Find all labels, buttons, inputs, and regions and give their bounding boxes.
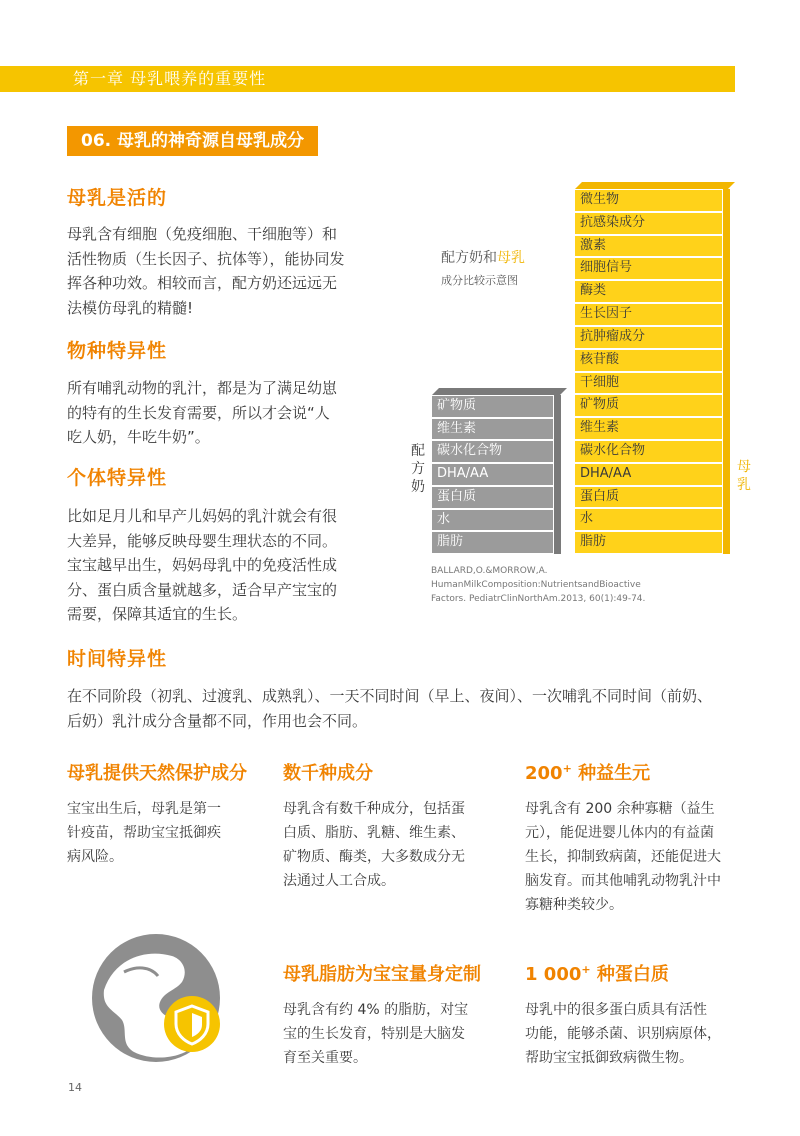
text-line: 吃人奶，牛吃牛奶”。: [67, 428, 210, 446]
formula-vertical-label: [411, 442, 427, 496]
formula-stack: [431, 395, 554, 554]
reference-line: BALLARD,O.&MORROW,A. HumanMilkComposition:NutrientsandBioactive: [431, 566, 641, 590]
chapter-title: 第一章 母乳喂养的重要性: [73, 69, 267, 88]
paragraph-living-milk: [67, 222, 387, 320]
chart-cell: 维生素: [574, 417, 723, 440]
text-line: 母乳含有细胞（免疫细胞、干细胞等）和: [67, 225, 338, 243]
chart-cell: 水: [574, 508, 723, 531]
paragraph-time-specific: [67, 684, 747, 733]
chart-cell: 干细胞: [574, 372, 723, 395]
feature-heading-proteins: [525, 960, 669, 986]
text-line: 母乳含有约 4% 的脂肪，对宝: [283, 1002, 469, 1018]
text-line: 元），能促进婴儿体内的有益菌: [525, 825, 714, 841]
chart-cell: 矿物质: [431, 395, 554, 418]
text-line: 宝宝越早出生，妈妈母乳中的免疫活性成: [67, 556, 338, 574]
text-line: 功能，能够杀菌、识别病原体，: [525, 1026, 721, 1042]
chart-cell: 脂肪: [574, 531, 723, 554]
heading-time-specific: 时间特异性: [67, 648, 168, 670]
chart-caption-highlight: 母乳: [497, 250, 525, 266]
text-line: 脑发育。而其他哺乳动物乳汁中: [525, 873, 721, 889]
text-line: 法模仿母乳的精髓!: [67, 298, 194, 317]
chart-subcaption: 成分比较示意图: [441, 274, 518, 287]
text-line: 母乳含有 200 余种寡糖（益生: [525, 801, 715, 817]
chart-cell: 抗感染成分: [574, 212, 723, 235]
chart-cell: DHA/AA: [431, 463, 554, 486]
chart-cell: 碳水化合物: [431, 440, 554, 463]
chart-cell: 抗肿瘤成分: [574, 326, 723, 349]
feature-heading-prebiotics: [525, 759, 650, 785]
text-line: 病风险。: [67, 849, 123, 865]
page-number: 14: [68, 1081, 82, 1094]
chart-cell: 矿物质: [574, 394, 723, 417]
feature-heading-number: 200: [525, 763, 563, 784]
milk-vertical-label: [737, 458, 753, 494]
text-line: 白质、脂肪、乳糖、维生素、: [283, 825, 465, 841]
heading-species-specific: 物种特异性: [67, 340, 168, 362]
chart-cell: 核苷酸: [574, 349, 723, 372]
feature-heading-sup: +: [581, 963, 591, 976]
chart-caption-prefix: 配方奶和: [441, 250, 497, 266]
formula-stack-side-face: [553, 395, 561, 554]
chart-cell: 蛋白质: [574, 486, 723, 509]
milk-stack: [574, 189, 723, 554]
feature-heading-tail: 种蛋白质: [590, 964, 669, 985]
feature-heading-fat: 母乳脂肪为宝宝量身定制: [283, 964, 481, 985]
text-line: 法通过人工合成。: [283, 873, 395, 889]
heading-living-milk: 母乳是活的: [67, 187, 168, 209]
text-line: 比如足月儿和早产儿妈妈的乳汁就会有很: [67, 507, 338, 525]
text-line: 大差异，能够反映母婴生理状态的不同。: [67, 531, 338, 550]
chart-cell: 酶类: [574, 280, 723, 303]
feature-heading-tail: 种益生元: [571, 763, 651, 784]
text-line: 后奶）乳汁成分含量都不同，作用也会不同。: [67, 711, 368, 730]
text-line: 矿物质、酶类，大多数成分无: [283, 849, 465, 865]
chart-cell: 脂肪: [431, 531, 554, 554]
feature-text-components: [283, 797, 508, 893]
text-line: 帮助宝宝抵御致病微生物。: [525, 1050, 693, 1066]
text-line: 分、蛋白质含量就越多，适合早产宝宝的: [67, 580, 338, 599]
text-line: 育至关重要。: [283, 1050, 367, 1066]
text-line: 所有哺乳动物的乳汁，都是为了满足幼崽: [67, 379, 338, 397]
feature-text-fat: [283, 998, 508, 1070]
chart-cell: DHA/AA: [574, 463, 723, 486]
section-tag: 06. 母乳的神奇源自母乳成分: [67, 126, 318, 156]
heading-individual-specific: 个体特异性: [67, 467, 168, 489]
text-line: 母乳含有数千种成分，包括蛋: [283, 801, 465, 817]
text-line: 宝的生长发育，特别是大脑发: [283, 1026, 465, 1042]
chart-cell: 激素: [574, 235, 723, 258]
chart-cell: 水: [431, 509, 554, 532]
chart-cell: 蛋白质: [431, 486, 554, 509]
chart-cell: 微生物: [574, 189, 723, 212]
milk-label: 母乳: [737, 459, 751, 493]
formula-label: 配方奶: [411, 443, 425, 495]
text-line: 宝宝出生后，母乳是第一: [67, 801, 221, 817]
text-line: 生长，抑制致病菌，还能促进大: [525, 849, 721, 865]
paragraph-species-specific: [67, 376, 387, 450]
paragraph-individual-specific: [67, 504, 387, 627]
text-line: 活性物质（生长因子、抗体等），能协同发: [67, 249, 345, 268]
chart-cell: 碳水化合物: [574, 440, 723, 463]
feature-text-protection: [67, 797, 267, 869]
feature-heading-components: 数千种成分: [283, 763, 373, 784]
text-line: 寡糖种类较少。: [525, 897, 623, 913]
text-line: 挥各种功效。相较而言，配方奶还远远无: [67, 274, 338, 292]
feature-text-prebiotics: [525, 797, 750, 917]
chart-cell: 生长因子: [574, 303, 723, 326]
chart-reference: [431, 564, 751, 606]
text-line: 的特有的生长发育需要，所以才会说“人: [67, 403, 330, 422]
milk-stack-side-face: [722, 189, 730, 554]
feature-heading-protection: 母乳提供天然保护成分: [67, 763, 247, 784]
chart-cell: 维生素: [431, 418, 554, 441]
text-line: 母乳中的很多蛋白质具有活性: [525, 1002, 707, 1018]
mother-baby-shield-icon: [84, 920, 234, 1070]
feature-heading-number: 1 000: [525, 964, 582, 985]
reference-line: Factors. PediatrClinNorthAm.2013, 60(1):49-74.: [431, 594, 646, 604]
text-line: 针疫苗，帮助宝宝抵御疾: [67, 825, 221, 841]
chart-cell: 细胞信号: [574, 257, 723, 280]
feature-text-proteins: [525, 998, 750, 1070]
chart-caption: [441, 247, 525, 267]
text-line: 在不同阶段（初乳、过渡乳、成熟乳）、一天不同时间（早上、夜间）、一次哺乳不同时间（前奶、: [67, 687, 713, 705]
feature-heading-sup: +: [562, 762, 572, 775]
text-line: 需要，保障其适宜的生长。: [67, 605, 248, 623]
